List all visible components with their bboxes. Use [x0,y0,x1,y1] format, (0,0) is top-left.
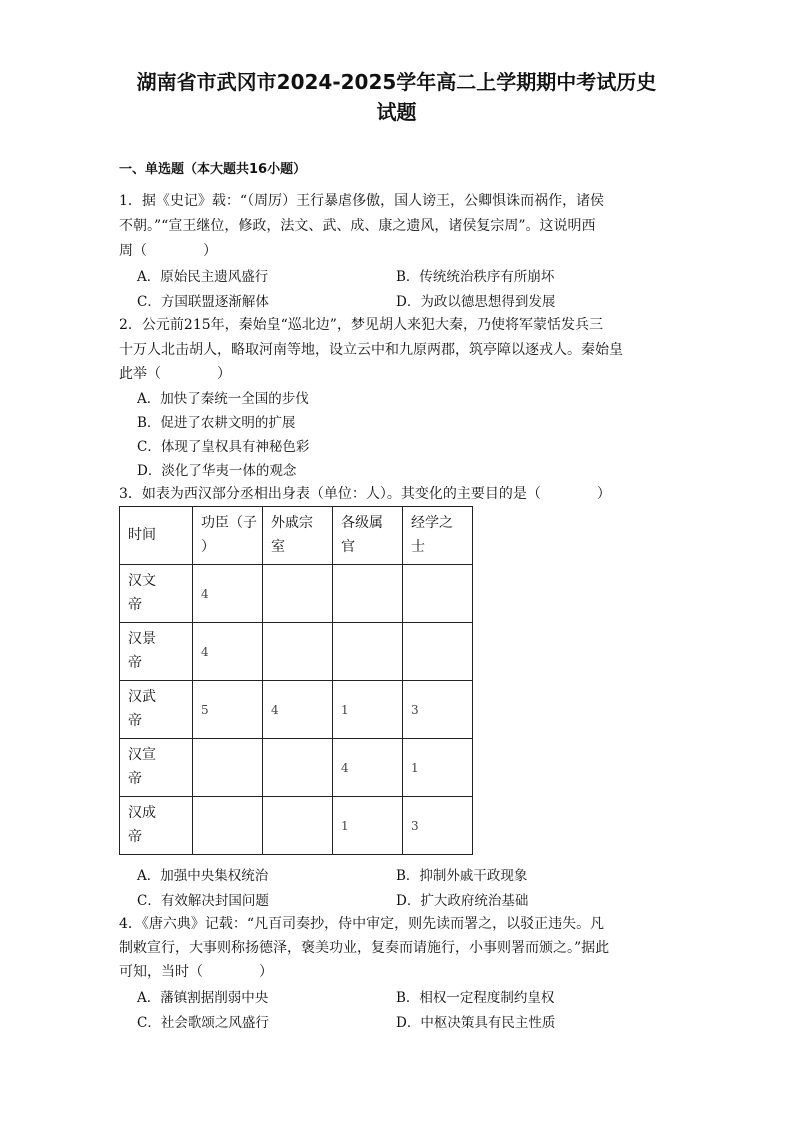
q1-option-b: B．传统统治秩序有所崩坏 [396,269,555,285]
table-cell: 4 [193,565,263,623]
q4-line-3: 可知，当时（ ） [119,964,273,980]
q4-option-b: B．相权一定程度制约皇权 [396,990,555,1006]
table-cell [193,797,263,855]
table-cell [403,565,473,623]
table-cell [263,623,333,681]
row-time [120,565,193,623]
header-text: 士 [411,539,425,555]
q1-option-a: A．原始民主遗风盛行 [137,269,269,285]
q1-line-2: 不朝。”“宣王继位，修政，法文、武、成、康之遗风，诸侯复宗周”。这说明西 [119,218,596,234]
q1-option-d: D．为政以德思想得到发展 [396,294,556,310]
table-cell [263,565,333,623]
table-row [120,739,473,797]
q3-option-b: B．抑制外戚干政现象 [396,868,528,884]
q3-option-c: C．有效解决封国问题 [137,893,269,909]
table-row [120,623,473,681]
q3-option-a: A．加强中央集权统治 [137,868,269,884]
table-cell [193,739,263,797]
table-header-row [120,507,473,565]
row-time [120,739,193,797]
doc-title-line-1: 湖南省市武冈市2024-2025学年高二上学期期中考试历史 [136,70,657,94]
table-cell: 4 [333,739,403,797]
q4-option-d: D．中枢决策具有民主性质 [396,1015,556,1031]
table-cell [403,623,473,681]
time-text: 汉成 [128,805,156,821]
table-cell: 1 [403,739,473,797]
q2-line-3: 此举（ ） [119,366,231,382]
table-cell: 5 [193,681,263,739]
table-row [120,681,473,739]
table-cell: 1 [333,797,403,855]
header-text: 功臣（子 [201,515,257,531]
table-cell: 4 [263,681,333,739]
q2-option-c: C．体现了皇权具有神秘色彩 [137,439,310,455]
time-text: 帝 [128,713,142,729]
header-text: 经学之 [411,515,453,531]
time-text: 汉武 [128,689,156,705]
time-text: 汉宣 [128,747,156,763]
header-text: ） [201,539,215,555]
table-cell: 3 [403,797,473,855]
q2-line-1: 2．公元前215年，秦始皇“巡北边”，梦见胡人来犯大秦，乃使将军蒙恬发兵三 [119,317,603,333]
header-text: 官 [341,539,355,555]
chancellor-origin-table [119,506,473,855]
table-cell [333,565,403,623]
header-text: 室 [271,539,285,555]
header-text: 各级属 [341,515,383,531]
time-text: 帝 [128,771,142,787]
table-cell [263,797,333,855]
doc-title-line-2: 试题 [376,100,417,124]
q3-line-1: 3．如表为西汉部分丞相出身表（单位：人）。其变化的主要目的是（ ） [119,486,611,502]
q2-option-b: B．促进了农耕文明的扩展 [137,415,296,431]
q2-line-2: 十万人北击胡人，略取河南等地，设立云中和九原两郡，筑亭障以逐戎人。秦始皇 [119,342,623,358]
table-cell: 4 [193,623,263,681]
time-text: 汉景 [128,631,156,647]
table-cell [263,739,333,797]
q1-line-3: 周（ ） [119,243,217,259]
q4-line-2: 制敕宣行，大事则称扬德泽，褒美功业，复奏而请施行，小事则署而颁之。”据此 [119,940,610,956]
header-text: 外戚宗 [271,515,313,531]
header-cell-merit [193,507,263,565]
header-cell-consort [263,507,333,565]
time-text: 帝 [128,597,142,613]
table-cell [333,623,403,681]
header-cell-scholars [403,507,473,565]
q1-option-c: C．方国联盟逐渐解体 [137,294,269,310]
q4-line-1: 4．《唐六典》记载：“凡百司奏抄，侍中审定，则先读而署之，以驳正违失。凡 [119,916,605,932]
q2-option-d: D．淡化了华夷一体的观念 [137,463,297,479]
table-row [120,797,473,855]
q3-option-d: D．扩大政府统治基础 [396,893,529,909]
time-text: 帝 [128,655,142,671]
q1-line-1: 1．据《史记》载：“（周厉）王行暴虐侈傲，国人谤王，公卿惧诛而祸作，诸侯 [119,193,605,209]
header-cell-time [120,507,193,565]
table-row [120,565,473,623]
section-heading: 一、单选题（本大题共16小题） [119,162,307,177]
header-cell-officials [333,507,403,565]
time-text: 汉文 [128,573,156,589]
q2-option-a: A．加快了秦统一全国的步伐 [137,391,309,407]
time-text: 帝 [128,829,142,845]
table-cell: 3 [403,681,473,739]
row-time [120,623,193,681]
row-time [120,681,193,739]
q4-option-a: A．藩镇割据削弱中央 [137,990,269,1006]
row-time [120,797,193,855]
q4-option-c: C．社会歌颂之风盛行 [137,1015,269,1031]
table-cell: 1 [333,681,403,739]
header-text: 时间 [128,527,156,543]
